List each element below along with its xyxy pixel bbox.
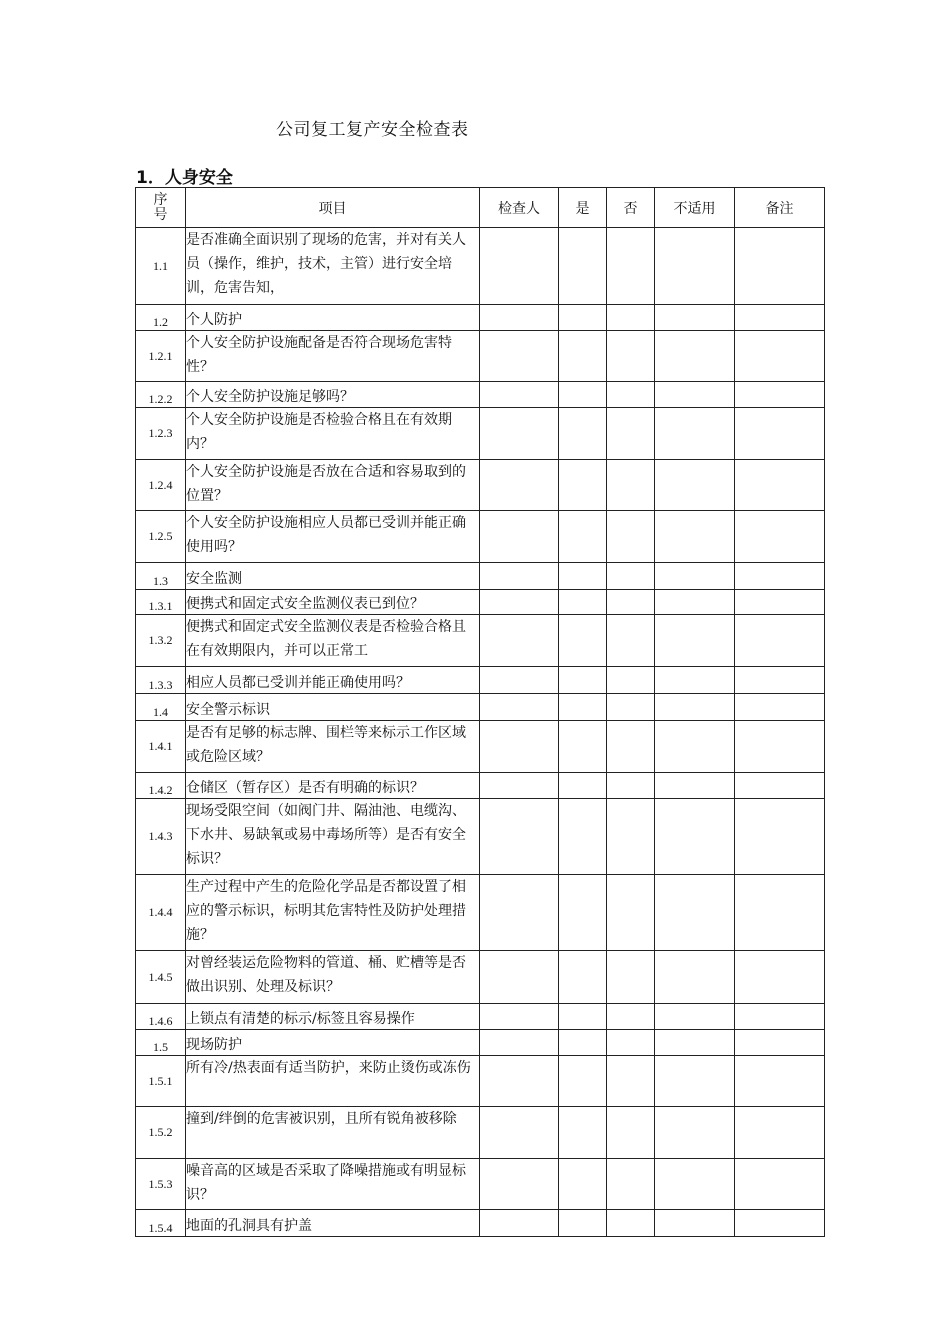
row-item-text: 个人安全防护设施足够吗？ [186,382,480,408]
yes-cell[interactable] [559,408,607,460]
yes-cell[interactable] [559,951,607,1004]
row-item-text: 相应人员都已受训并能正确使用吗？ [186,667,480,694]
row-item-text: 仓储区（暂存区）是否有明确的标识？ [186,773,480,799]
na-cell[interactable] [655,1159,735,1210]
header-row [136,188,825,228]
row-number: 1.4.3 [136,799,186,875]
header-inspector: 检查人 [480,188,559,228]
table-row [136,667,825,694]
table-row [136,875,825,951]
row-item-text: 现场防护 [186,1030,480,1056]
yes-cell[interactable] [559,563,607,590]
na-cell[interactable] [655,694,735,721]
no-cell[interactable] [607,408,655,460]
row-item-text: 地面的孔洞具有护盖 [186,1210,480,1237]
row-number: 1.3.1 [136,590,186,615]
remarks-cell[interactable] [735,331,825,382]
row-number: 1.3 [136,563,186,590]
row-number: 1.3.2 [136,615,186,667]
remarks-cell[interactable] [735,721,825,773]
row-number: 1.2.3 [136,408,186,460]
row-number: 1.4.2 [136,773,186,799]
na-cell[interactable] [655,382,735,408]
document-title: 公司复工复产安全检查表 [276,120,469,140]
yes-cell[interactable] [559,1210,607,1237]
na-cell[interactable] [655,460,735,511]
table-row [136,590,825,615]
no-cell[interactable] [607,1004,655,1030]
inspector-cell[interactable] [480,460,559,511]
row-item-text: 便携式和固定式安全监测仪表已到位？ [186,590,480,615]
table-row [136,694,825,721]
na-cell[interactable] [655,1030,735,1056]
yes-cell[interactable] [559,1107,607,1159]
na-cell[interactable] [655,773,735,799]
remarks-cell[interactable] [735,799,825,875]
yes-cell[interactable] [559,1159,607,1210]
row-item-text: 噪音高的区域是否采取了降噪措施或有明显标识？ [186,1159,480,1210]
inspector-cell[interactable] [480,590,559,615]
yes-cell[interactable] [559,1030,607,1056]
header-num [136,188,186,228]
inspector-cell[interactable] [480,228,559,305]
row-number: 1.2.2 [136,382,186,408]
row-number: 1.5.1 [136,1056,186,1107]
no-cell[interactable] [607,773,655,799]
row-item-text: 便携式和固定式安全监测仪表是否检验合格且在有效期限内，并可以正常工 [186,615,480,667]
row-item-text: 个人安全防护设施是否放在合适和容易取到的位置？ [186,460,480,511]
no-cell[interactable] [607,1107,655,1159]
yes-cell[interactable] [559,615,607,667]
yes-cell[interactable] [559,721,607,773]
no-cell[interactable] [607,875,655,951]
na-cell[interactable] [655,511,735,563]
no-cell[interactable] [607,799,655,875]
row-number: 1.2.4 [136,460,186,511]
na-cell[interactable] [655,1107,735,1159]
na-cell[interactable] [655,799,735,875]
header-yes: 是 [559,188,607,228]
table-row [136,460,825,511]
table-row [136,1004,825,1030]
row-number: 1.4 [136,694,186,721]
inspector-cell[interactable] [480,951,559,1004]
na-cell[interactable] [655,590,735,615]
remarks-cell[interactable] [735,875,825,951]
remarks-cell[interactable] [735,1056,825,1107]
table-row [136,1056,825,1107]
inspector-cell[interactable] [480,799,559,875]
na-cell[interactable] [655,228,735,305]
header-na: 不适用 [655,188,735,228]
inspector-cell[interactable] [480,1030,559,1056]
header-item: 项目 [186,188,480,228]
table-row [136,511,825,563]
yes-cell[interactable] [559,305,607,331]
yes-cell[interactable] [559,228,607,305]
inspector-cell[interactable] [480,773,559,799]
yes-cell[interactable] [559,511,607,563]
table-row [136,951,825,1004]
no-cell[interactable] [607,667,655,694]
inspector-cell[interactable] [480,408,559,460]
na-cell[interactable] [655,408,735,460]
row-number: 1.5.4 [136,1210,186,1237]
row-item-text: 个人安全防护设施相应人员都已受训并能正确使用吗？ [186,511,480,563]
yes-cell[interactable] [559,1056,607,1107]
yes-cell[interactable] [559,460,607,511]
inspector-cell[interactable] [480,615,559,667]
inspector-cell[interactable] [480,875,559,951]
yes-cell[interactable] [559,1004,607,1030]
na-cell[interactable] [655,1004,735,1030]
no-cell[interactable] [607,460,655,511]
header-num-label: 序号 [153,191,168,223]
no-cell[interactable] [607,590,655,615]
na-cell[interactable] [655,1210,735,1237]
row-number: 1.3.3 [136,667,186,694]
row-number: 1.2.5 [136,511,186,563]
remarks-cell[interactable] [735,408,825,460]
inspector-cell[interactable] [480,667,559,694]
yes-cell[interactable] [559,875,607,951]
table-row [136,799,825,875]
na-cell[interactable] [655,1056,735,1107]
table-row [136,408,825,460]
remarks-cell[interactable] [735,1107,825,1159]
remarks-cell[interactable] [735,667,825,694]
row-item-text: 对曾经装运危险物料的管道、桶、贮槽等是否做出识别、处理及标识？ [186,951,480,1004]
yes-cell[interactable] [559,773,607,799]
remarks-cell[interactable] [735,1159,825,1210]
remarks-cell[interactable] [735,228,825,305]
remarks-cell[interactable] [735,382,825,408]
table-row [136,721,825,773]
remarks-cell[interactable] [735,590,825,615]
table-row [136,228,825,305]
yes-cell[interactable] [559,590,607,615]
remarks-cell[interactable] [735,951,825,1004]
row-number: 1.5 [136,1030,186,1056]
row-item-text: 个人防护 [186,305,480,331]
remarks-cell[interactable] [735,1030,825,1056]
table-row [136,1210,825,1237]
no-cell[interactable] [607,305,655,331]
no-cell[interactable] [607,1030,655,1056]
inspector-cell[interactable] [480,305,559,331]
inspector-cell[interactable] [480,1107,559,1159]
row-item-text: 所有冷/热表面有适当防护，来防止烫伤或冻伤 [186,1056,480,1107]
row-number: 1.2.1 [136,331,186,382]
section-title: 1．人身安全 [136,168,233,188]
inspector-cell[interactable] [480,1210,559,1237]
header-no: 否 [607,188,655,228]
na-cell[interactable] [655,331,735,382]
table-row [136,773,825,799]
no-cell[interactable] [607,1056,655,1107]
row-item-text: 个人安全防护设施配备是否符合现场危害特性？ [186,331,480,382]
no-cell[interactable] [607,228,655,305]
row-item-text: 安全监测 [186,563,480,590]
remarks-cell[interactable] [735,460,825,511]
yes-cell[interactable] [559,667,607,694]
remarks-cell[interactable] [735,1210,825,1237]
inspector-cell[interactable] [480,563,559,590]
na-cell[interactable] [655,667,735,694]
table-row [136,1159,825,1210]
remarks-cell[interactable] [735,773,825,799]
safety-checklist-table [135,187,825,1237]
remarks-cell[interactable] [735,305,825,331]
table-row [136,563,825,590]
no-cell[interactable] [607,511,655,563]
row-number: 1.2 [136,305,186,331]
table-row [136,615,825,667]
inspector-cell[interactable] [480,331,559,382]
inspector-cell[interactable] [480,721,559,773]
no-cell[interactable] [607,721,655,773]
remarks-cell[interactable] [735,615,825,667]
yes-cell[interactable] [559,799,607,875]
row-number: 1.4.1 [136,721,186,773]
yes-cell[interactable] [559,331,607,382]
remarks-cell[interactable] [735,1004,825,1030]
no-cell[interactable] [607,1210,655,1237]
row-item-text: 上锁点有清楚的标示/标签且容易操作 [186,1004,480,1030]
yes-cell[interactable] [559,694,607,721]
na-cell[interactable] [655,563,735,590]
na-cell[interactable] [655,305,735,331]
row-number: 1.5.3 [136,1159,186,1210]
na-cell[interactable] [655,951,735,1004]
row-item-text: 生产过程中产生的危险化学品是否都设置了相应的警示标识，标明其危害特性及防护处理措施？ [186,875,480,951]
inspector-cell[interactable] [480,1004,559,1030]
no-cell[interactable] [607,694,655,721]
inspector-cell[interactable] [480,382,559,408]
na-cell[interactable] [655,721,735,773]
row-number: 1.4.4 [136,875,186,951]
row-number: 1.4.5 [136,951,186,1004]
no-cell[interactable] [607,951,655,1004]
row-number: 1.4.6 [136,1004,186,1030]
row-item-text: 是否准确全面识别了现场的危害，并对有关人员（操作，维护，技术，主管）进行安全培训，危害告知， [186,228,480,305]
no-cell[interactable] [607,1159,655,1210]
no-cell[interactable] [607,331,655,382]
table-row [136,331,825,382]
inspector-cell[interactable] [480,1056,559,1107]
no-cell[interactable] [607,563,655,590]
remarks-cell[interactable] [735,563,825,590]
yes-cell[interactable] [559,382,607,408]
table-row [136,1030,825,1056]
no-cell[interactable] [607,615,655,667]
header-remarks: 备注 [735,188,825,228]
na-cell[interactable] [655,615,735,667]
inspector-cell[interactable] [480,694,559,721]
inspector-cell[interactable] [480,1159,559,1210]
no-cell[interactable] [607,382,655,408]
remarks-cell[interactable] [735,511,825,563]
row-number: 1.1 [136,228,186,305]
inspector-cell[interactable] [480,511,559,563]
table-row [136,1107,825,1159]
row-item-text: 是否有足够的标志牌、围栏等来标示工作区域或危险区域？ [186,721,480,773]
row-item-text: 撞到/绊倒的危害被识别，且所有锐角被移除 [186,1107,480,1159]
remarks-cell[interactable] [735,694,825,721]
na-cell[interactable] [655,875,735,951]
table-row [136,382,825,408]
row-item-text: 安全警示标识 [186,694,480,721]
row-number: 1.5.2 [136,1107,186,1159]
row-item-text: 现场受限空间（如阀门井、隔油池、电缆沟、下水井、易缺氧或易中毒场所等）是否有安全标识？ [186,799,480,875]
table-row [136,305,825,331]
row-item-text: 个人安全防护设施是否检验合格且在有效期内？ [186,408,480,460]
